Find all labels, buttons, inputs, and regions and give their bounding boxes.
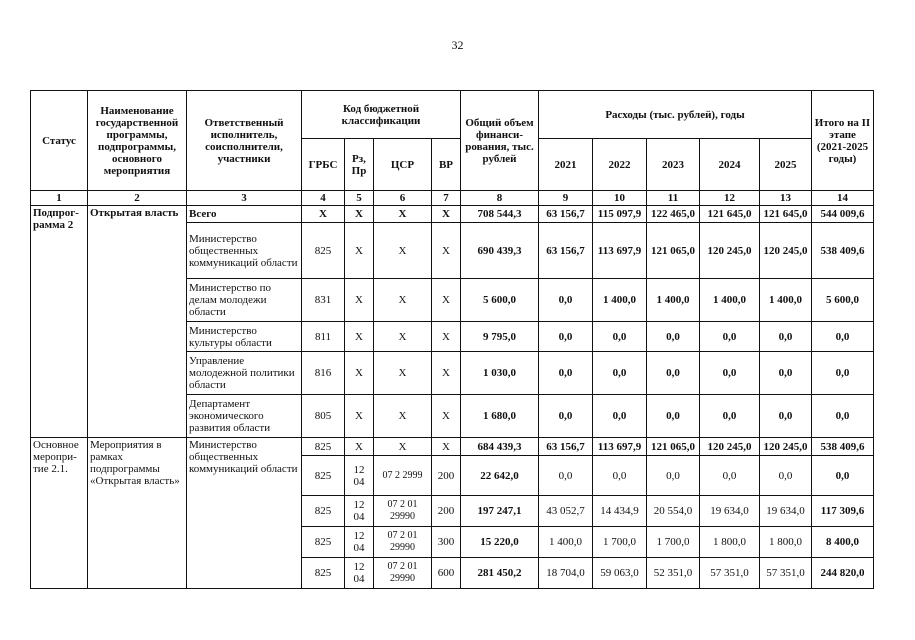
csr-cell: Х bbox=[374, 352, 432, 395]
column-number: 3 bbox=[187, 191, 302, 206]
total-cell: 15 220,0 bbox=[461, 527, 539, 558]
column-number: 2 bbox=[88, 191, 187, 206]
year-cell: 52 351,0 bbox=[647, 558, 700, 589]
itogo-cell: 544 009,6 bbox=[812, 206, 874, 223]
year-cell: 120 245,0 bbox=[760, 438, 812, 456]
year-cell: 121 065,0 bbox=[647, 223, 700, 279]
rzpr-cell: Х bbox=[345, 279, 374, 322]
rzpr-cell: 12 04 bbox=[345, 527, 374, 558]
year-cell: 0,0 bbox=[539, 352, 593, 395]
grbs-cell: 825 bbox=[302, 527, 345, 558]
itogo-cell: 538 409,6 bbox=[812, 223, 874, 279]
header-expenses: Расходы (тыс. рублей), годы bbox=[539, 91, 812, 139]
year-cell: 18 704,0 bbox=[539, 558, 593, 589]
program-name-cell: Мероприятия в рамках подпрограммы «Открытая власть» bbox=[88, 438, 187, 589]
csr-cell: Х bbox=[374, 279, 432, 322]
rzpr-cell: 12 04 bbox=[345, 496, 374, 527]
year-cell: 1 800,0 bbox=[700, 527, 760, 558]
column-number: 7 bbox=[432, 191, 461, 206]
year-cell: 120 245,0 bbox=[760, 223, 812, 279]
grbs-cell: 811 bbox=[302, 322, 345, 352]
csr-cell: Х bbox=[374, 206, 432, 223]
grbs-cell: 816 bbox=[302, 352, 345, 395]
header-grbs: ГРБС bbox=[302, 139, 345, 191]
year-cell: 1 400,0 bbox=[539, 527, 593, 558]
column-number: 12 bbox=[700, 191, 760, 206]
total-cell: 9 795,0 bbox=[461, 322, 539, 352]
year-cell: 57 351,0 bbox=[760, 558, 812, 589]
total-cell: 197 247,1 bbox=[461, 496, 539, 527]
rzpr-cell: Х bbox=[345, 223, 374, 279]
grbs-cell: 825 bbox=[302, 456, 345, 496]
year-cell: 1 700,0 bbox=[593, 527, 647, 558]
header-responsible: Ответственный исполнитель, соисполнители, участники bbox=[187, 91, 302, 191]
header-status: Статус bbox=[31, 91, 88, 191]
csr-cell: 07 2 01 29990 bbox=[374, 496, 432, 527]
header-csr: ЦСР bbox=[374, 139, 432, 191]
year-cell: 63 156,7 bbox=[539, 223, 593, 279]
year-cell: 0,0 bbox=[593, 395, 647, 438]
year-cell: 121 645,0 bbox=[760, 206, 812, 223]
csr-cell: 07 2 01 29990 bbox=[374, 527, 432, 558]
rzpr-cell: Х bbox=[345, 352, 374, 395]
column-number: 9 bbox=[539, 191, 593, 206]
year-cell: 1 800,0 bbox=[760, 527, 812, 558]
year-cell: 0,0 bbox=[700, 352, 760, 395]
responsible-cell: Министерство культуры области bbox=[187, 322, 302, 352]
itogo-cell: 8 400,0 bbox=[812, 527, 874, 558]
vr-cell: 200 bbox=[432, 456, 461, 496]
total-cell: 684 439,3 bbox=[461, 438, 539, 456]
rzpr-cell: Х bbox=[345, 438, 374, 456]
grbs-cell: 805 bbox=[302, 395, 345, 438]
table-row bbox=[31, 206, 874, 223]
year-cell: 1 400,0 bbox=[760, 279, 812, 322]
csr-cell: Х bbox=[374, 322, 432, 352]
year-cell: 120 245,0 bbox=[700, 438, 760, 456]
year-cell: 121 065,0 bbox=[647, 438, 700, 456]
itogo-cell: 0,0 bbox=[812, 395, 874, 438]
year-cell: 0,0 bbox=[700, 456, 760, 496]
responsible-cell: Всего bbox=[187, 206, 302, 223]
year-cell: 19 634,0 bbox=[700, 496, 760, 527]
year-cell: 0,0 bbox=[700, 322, 760, 352]
year-cell: 0,0 bbox=[760, 322, 812, 352]
header-year: 2022 bbox=[593, 139, 647, 191]
year-cell: 0,0 bbox=[760, 395, 812, 438]
responsible-cell: Департамент экономического развития области bbox=[187, 395, 302, 438]
total-cell: 708 544,3 bbox=[461, 206, 539, 223]
itogo-cell: 0,0 bbox=[812, 352, 874, 395]
header-year: 2023 bbox=[647, 139, 700, 191]
header-year: 2025 bbox=[760, 139, 812, 191]
rzpr-cell: 12 04 bbox=[345, 558, 374, 589]
year-cell: 0,0 bbox=[539, 279, 593, 322]
column-numbers-row bbox=[31, 191, 874, 206]
program-name-cell: Открытая власть bbox=[88, 206, 187, 438]
rzpr-cell: Х bbox=[345, 206, 374, 223]
year-cell: 20 554,0 bbox=[647, 496, 700, 527]
rzpr-cell: 12 04 bbox=[345, 456, 374, 496]
vr-cell: 600 bbox=[432, 558, 461, 589]
year-cell: 0,0 bbox=[593, 352, 647, 395]
year-cell: 0,0 bbox=[539, 395, 593, 438]
header-year: 2024 bbox=[700, 139, 760, 191]
header-budget-code: Код бюджетной классификации bbox=[302, 91, 461, 139]
itogo-cell: 244 820,0 bbox=[812, 558, 874, 589]
vr-cell: Х bbox=[432, 352, 461, 395]
vr-cell: Х bbox=[432, 438, 461, 456]
total-cell: 281 450,2 bbox=[461, 558, 539, 589]
year-cell: 120 245,0 bbox=[700, 223, 760, 279]
rzpr-cell: Х bbox=[345, 395, 374, 438]
header-total: Общий объем финанси-рования, тыс. рублей bbox=[461, 91, 539, 191]
total-cell: 22 642,0 bbox=[461, 456, 539, 496]
csr-cell: Х bbox=[374, 395, 432, 438]
year-cell: 0,0 bbox=[539, 322, 593, 352]
year-cell: 1 400,0 bbox=[700, 279, 760, 322]
vr-cell: 300 bbox=[432, 527, 461, 558]
year-cell: 63 156,7 bbox=[539, 438, 593, 456]
column-number: 6 bbox=[374, 191, 432, 206]
grbs-cell: 831 bbox=[302, 279, 345, 322]
vr-cell: Х bbox=[432, 395, 461, 438]
vr-cell: Х bbox=[432, 223, 461, 279]
year-cell: 0,0 bbox=[760, 352, 812, 395]
page-number: 32 bbox=[451, 38, 464, 52]
year-cell: 0,0 bbox=[539, 456, 593, 496]
responsible-cell: Министерство по делам молодежи области bbox=[187, 279, 302, 322]
grbs-cell: 825 bbox=[302, 496, 345, 527]
header-year: 2021 bbox=[539, 139, 593, 191]
year-cell: 1 400,0 bbox=[593, 279, 647, 322]
year-cell: 59 063,0 bbox=[593, 558, 647, 589]
year-cell: 19 634,0 bbox=[760, 496, 812, 527]
year-cell: 63 156,7 bbox=[539, 206, 593, 223]
year-cell: 0,0 bbox=[647, 395, 700, 438]
year-cell: 57 351,0 bbox=[700, 558, 760, 589]
vr-cell: Х bbox=[432, 322, 461, 352]
header-itogo: Итого на II этапе (2021-2025 годы) bbox=[812, 91, 874, 191]
itogo-cell: 538 409,6 bbox=[812, 438, 874, 456]
year-cell: 1 400,0 bbox=[647, 279, 700, 322]
grbs-cell: 825 bbox=[302, 558, 345, 589]
itogo-cell: 0,0 bbox=[812, 456, 874, 496]
responsible-cell: Министерство общественных коммуникаций области bbox=[187, 438, 302, 589]
year-cell: 113 697,9 bbox=[593, 438, 647, 456]
column-number: 8 bbox=[461, 191, 539, 206]
header-rzpr: Рз, Пр bbox=[345, 139, 374, 191]
column-number: 11 bbox=[647, 191, 700, 206]
rzpr-cell: Х bbox=[345, 322, 374, 352]
column-number: 14 bbox=[812, 191, 874, 206]
vr-cell: 200 bbox=[432, 496, 461, 527]
column-number: 10 bbox=[593, 191, 647, 206]
year-cell: 0,0 bbox=[647, 352, 700, 395]
year-cell: 115 097,9 bbox=[593, 206, 647, 223]
grbs-cell: 825 bbox=[302, 438, 345, 456]
year-cell: 0,0 bbox=[593, 322, 647, 352]
csr-cell: Х bbox=[374, 223, 432, 279]
itogo-cell: 117 309,6 bbox=[812, 496, 874, 527]
table-row bbox=[31, 438, 874, 456]
year-cell: 1 700,0 bbox=[647, 527, 700, 558]
column-number: 13 bbox=[760, 191, 812, 206]
year-cell: 0,0 bbox=[647, 322, 700, 352]
year-cell: 0,0 bbox=[700, 395, 760, 438]
csr-cell: 07 2 01 29990 bbox=[374, 558, 432, 589]
grbs-cell: Х bbox=[302, 206, 345, 223]
column-number: 5 bbox=[345, 191, 374, 206]
year-cell: 0,0 bbox=[647, 456, 700, 496]
column-number: 4 bbox=[302, 191, 345, 206]
status-cell: Подпрог-рамма 2 bbox=[31, 206, 88, 438]
csr-cell: 07 2 2999 bbox=[374, 456, 432, 496]
total-cell: 1 030,0 bbox=[461, 352, 539, 395]
total-cell: 690 439,3 bbox=[461, 223, 539, 279]
budget-table bbox=[30, 90, 874, 589]
vr-cell: Х bbox=[432, 206, 461, 223]
header-name: Наименование государственной программы, подпрограммы, основного мероприятия bbox=[88, 91, 187, 191]
year-cell: 14 434,9 bbox=[593, 496, 647, 527]
itogo-cell: 0,0 bbox=[812, 322, 874, 352]
year-cell: 43 052,7 bbox=[539, 496, 593, 527]
header-vr: ВР bbox=[432, 139, 461, 191]
total-cell: 1 680,0 bbox=[461, 395, 539, 438]
responsible-cell: Министерство общественных коммуникаций области bbox=[187, 223, 302, 279]
total-cell: 5 600,0 bbox=[461, 279, 539, 322]
grbs-cell: 825 bbox=[302, 223, 345, 279]
column-number: 1 bbox=[31, 191, 88, 206]
csr-cell: Х bbox=[374, 438, 432, 456]
responsible-cell: Управление молодежной политики области bbox=[187, 352, 302, 395]
year-cell: 121 645,0 bbox=[700, 206, 760, 223]
itogo-cell: 5 600,0 bbox=[812, 279, 874, 322]
year-cell: 0,0 bbox=[593, 456, 647, 496]
vr-cell: Х bbox=[432, 279, 461, 322]
year-cell: 113 697,9 bbox=[593, 223, 647, 279]
year-cell: 0,0 bbox=[760, 456, 812, 496]
year-cell: 122 465,0 bbox=[647, 206, 700, 223]
status-cell: Основное меропри-тие 2.1. bbox=[31, 438, 88, 589]
